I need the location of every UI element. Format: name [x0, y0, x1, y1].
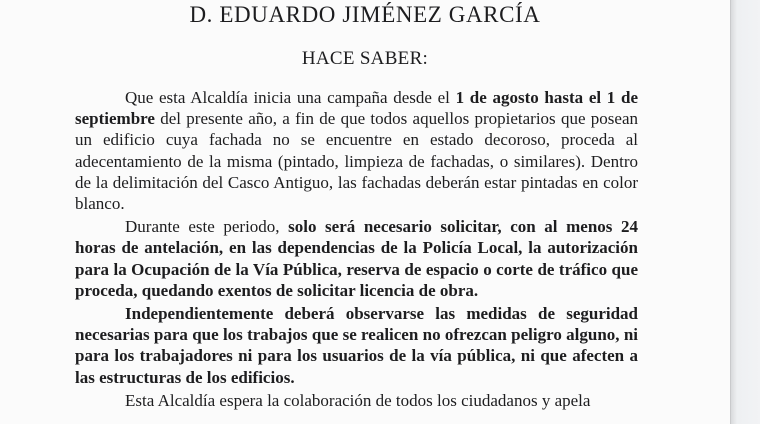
- paragraph-safety: [75, 303, 638, 388]
- paragraph-4-text: Esta Alcaldía espera la colaboración de todos los ciudadanos y apela: [125, 390, 591, 410]
- paragraph-procedure: [75, 216, 638, 301]
- paragraph-collaboration: [75, 390, 638, 411]
- paragraph-campaign: [75, 87, 638, 214]
- paragraph-2-bold-text: solo será necesario solicitar, con al menos 24 horas de antelación, en las dependencias de la Policía Local, la autorización para la Ocupación de la Vía Pública, reserva de espacio o corte de tráfico que proceda, quedando exentos de solicitar licencia de obra.: [75, 217, 638, 300]
- document-heading-hace-saber: HACE SABER:: [301, 48, 429, 69]
- paragraph-2-text-start: Durante este periodo,: [125, 217, 289, 237]
- document-signatory-name: D. EDUARDO JIMÉNEZ GARCÍA: [189, 2, 541, 27]
- paragraph-3-bold-text: Independientemente deberá observarse las medidas de seguridad necesarias para que los trabajos que se realicen no ofrezcan peligro alguno, ni para los trabajadores ni para los usuarios de la vía pública, ni que afecten a las estructuras de los edificios.: [75, 304, 638, 387]
- document-body: [75, 87, 638, 413]
- campaign-dates: 1 de agosto hasta el 1 de septiembre: [75, 88, 638, 129]
- page-edge-background: [730, 0, 760, 424]
- paragraph-1-text-start: Que esta Alcaldía inicia una campaña desde el: [125, 88, 456, 107]
- paragraph-1-text-end: del presente año, a fin de que todos aquellos propietarios que posean un edificio cuya fachada no se encuentre en estado decoroso, proceda al adecentamiento de la misma (pintado, limpieza de fachadas, o similares). Dentro de la delimitación del Casco Antiguo, las fachadas deberán estar pintadas en color blanco.: [75, 109, 638, 214]
